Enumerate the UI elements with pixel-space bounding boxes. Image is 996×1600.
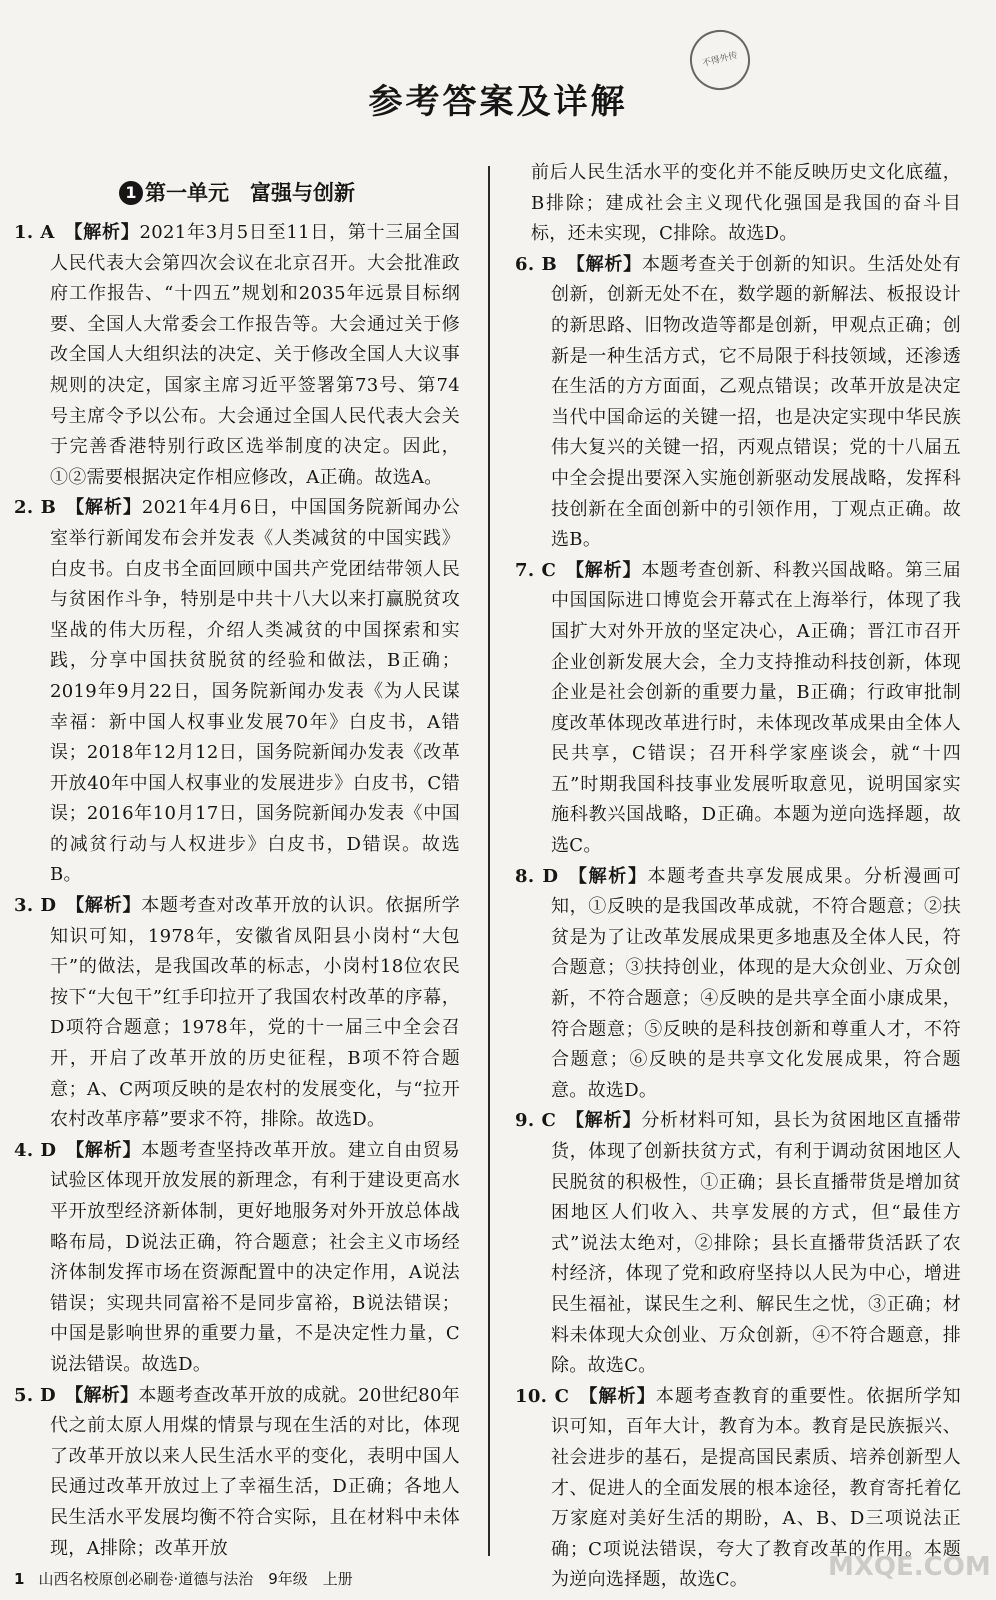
answer-item: 2. B 【解析】2021年4月6日，中国国务院新闻办公室举行新闻发布会并发表《人类减贫的中国实践》白皮书。白皮书全面回顾中国共产党团结带领人民与贫困作斗争，特别是中共十八大以来打赢脱贫攻坚战的伟大历程，介绍人类减贫的中国探索和实践，分享中国扶贫脱贫的经验和做法，B正确；2019年9月22日，国务院新闻办发表《为人民谋幸福：新中国人权事业发展70年》白皮书，A错误；2018年12月12日，国务院新闻办发表《改革开放40年中国人权事业的发展进步》白皮书，C错误；2016年10月17日，国务院新闻办发表《中国的减贫行动与人权进步》白皮书，D错误。故选B。	[14, 497, 460, 886]
unit-number-badge: 1	[119, 181, 143, 205]
book-title: 山西名校原创必刷卷·道德与法治 9年级 上册	[38, 1570, 353, 1588]
right-column	[515, 158, 961, 1596]
left-column	[14, 172, 460, 1564]
answer-item: 3. D 【解析】本题考查对改革开放的认识。依据所学知识可知，1978年，安徽省凤阳县小岗村“大包干”的做法，是我国改革的标志，小岗村18位农民按下“大包干”红手印拉开了我国农村改革的序幕，D项符合题意；1978年，党的十一届三中全会召开，开启了改革开放的历史征程，B项不符合题意；A、C两项反映的是农村的发展变化，与“拉开农村改革序幕”要求不符，排除。故选D。	[14, 895, 460, 1131]
page-title: 参考答案及详解	[368, 82, 628, 122]
unit-heading	[14, 172, 460, 218]
page-number: 1	[14, 1570, 25, 1588]
answer-item: 9. C 【解析】分析材料可知，县长为贫困地区直播带货，体现了创新扶贫方式，有利于调动贫困地区人民脱贫的积极性，①正确；县长直播带货是增加贫困地区人们收入、共享发展的方式，但“最佳方式”说法太绝对，②排除；县长直播带货活跃了农村经济，体现了党和政府坚持以人民为中心，增进民生福祉，谋民生之利、解民生之忧，③正确；材料未体现大众创业、万众创新，④不符合题意，排除。故选C。	[515, 1110, 961, 1377]
answer-item: 7. C 【解析】本题考查创新、科教兴国战略。第三届中国国际进口博览会开幕式在上海举行，体现了我国扩大对外开放的坚定决心，A正确；晋江市召开企业创新发展大会，全力支持推动科技创新，体现企业是社会创新的重要力量，B正确；行政审批制度改革体现改革进行时，未体现改革成果由全体人民共享，C错误；召开科学家座谈会，就“十四五”时期我国科技事业发展听取意见，说明国家实施科教兴国战略，D正确。本题为逆向选择题，故选C。	[515, 559, 961, 857]
page-footer	[14, 1568, 353, 1589]
stamp-text: 不得外传	[701, 50, 739, 69]
unit-title: 第一单元 富强与创新	[145, 181, 355, 205]
answer-continuation: 前后人民生活水平的变化并不能反映历史文化底蕴，B排除；建成社会主义现代化强国是我国的奋斗目标，还未实现，C排除。故选D。	[531, 162, 961, 245]
answer-item: 8. D 【解析】本题考查共享发展成果。分析漫画可知，①反映的是我国改革成就，不符合题意；②扶贫是为了让改革发展成果更多地惠及全体人民，符合题意；③扶持创业，体现的是大众创业、万众创新，不符合题意；④反映的是共享全面小康成果，符合题意；⑤反映的是科技创新和尊重人才，不符合题意；⑥反映的是共享文化发展成果，符合题意。故选D。	[515, 865, 961, 1101]
watermark: MXQE.COM	[828, 1552, 991, 1582]
answer-item: 10. C 【解析】本题考查教育的重要性。依据所学知识可知，百年大计，教育为本。教育是民族振兴、社会进步的基石，是提高国民素质、培养创新型人才、促进人的全面发展的根本途径，教育寄托着亿万家庭对美好生活的期盼，A、B、D三项说法正确；C项说法错误，夸大了教育改革的作用。本题为逆向选择题，故选C。	[515, 1385, 961, 1591]
answer-item: 4. D 【解析】本题考查坚持改革开放。建立自由贸易试验区体现开放发展的新理念，有利于建设更高水平开放型经济新体制，更好地服务对外开放总体战略布局，D说法正确，符合题意；社会主义市场经济体制发挥市场在资源配置中的决定作用，A说法错误；实现共同富裕不是同步富裕，B说法错误；中国是影响世界的重要力量，不是决定性力量，C说法错误。故选D。	[14, 1139, 460, 1375]
answer-item: 1. A 【解析】2021年3月5日至11日，第十三届全国人民代表大会第四次会议在北京召开。大会批准政府工作报告、“十四五”规划和2035年远景目标纲要、全国人大常委会工作报告等。大会通过关于修改全国人大组织法的决定、关于修改全国人大议事规则的决定，国家主席习近平签署第73号、第74号主席令予以公布。大会通过全国人民代表大会关于完善香港特别行政区选举制度的决定。因此，①②需要根据决定作相应修改，A正确。故选A。	[14, 222, 460, 488]
answer-item: 5. D 【解析】本题考查改革开放的成就。20世纪80年代之前太原人用煤的情景与现在生活的对比，体现了改革开放以来人民生活水平的变化，表明中国人民通过改革开放过上了幸福生活，D正确；各地人民生活水平发展均衡不符合实际，且在材料中未体现，A排除；改革开放	[14, 1384, 460, 1559]
answer-item: 6. B 【解析】本题考查关于创新的知识。生活处处有创新，创新无处不在，数学题的新解法、板报设计的新思路、旧物改造等都是创新，甲观点正确；创新是一种生活方式，它不局限于科技领域，还渗透在生活的方方面面，乙观点错误；改革开放是决定当代中国命运的关键一招，也是决定实现中华民族伟大复兴的关键一招，丙观点错误；党的十八届五中全会提出要深入实施创新驱动发展战略，发挥科技创新在全面创新中的引领作用，丁观点正确。故选B。	[515, 253, 961, 551]
column-divider	[488, 166, 490, 1556]
